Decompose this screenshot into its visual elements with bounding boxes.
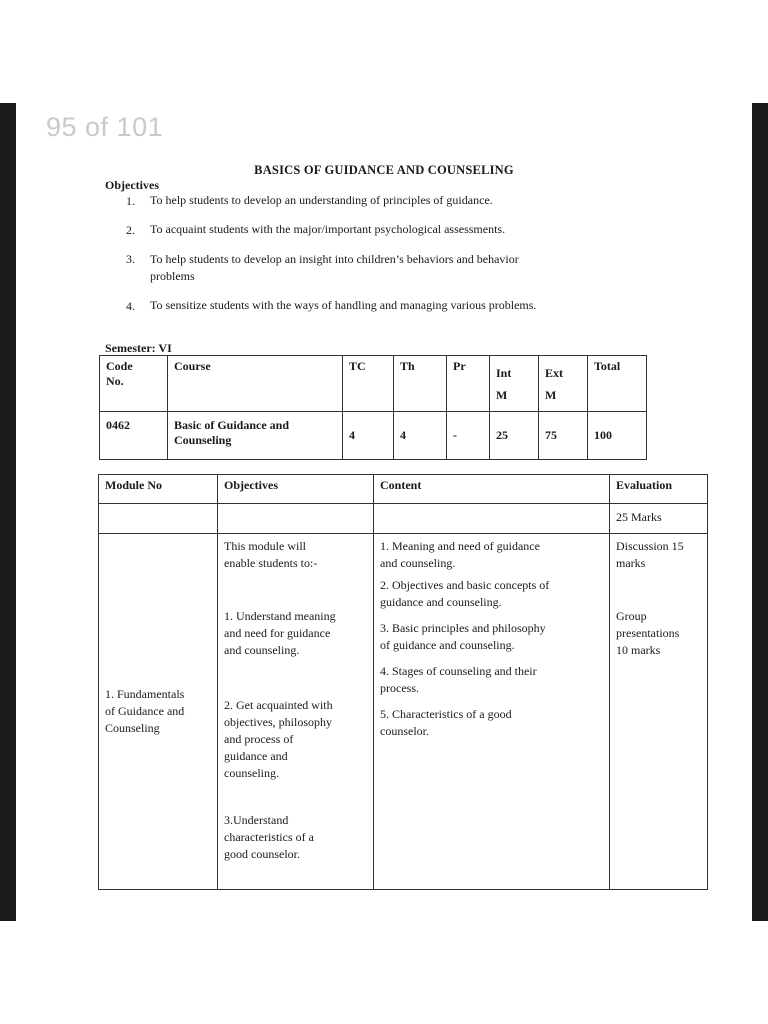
cell-ext: 75 [539,412,588,460]
cell-content [374,534,610,890]
evaluation-line: presentations [616,626,680,640]
objective-line: 1. Understand meaning [224,609,336,623]
objective-line: 2. Get acquainted with [224,698,333,712]
objective-line: 3.Understand [224,813,289,827]
viewer-right-edge [752,103,768,921]
list-item-line: problems [150,269,195,283]
cell-empty [99,504,218,534]
list-item-text [150,298,636,313]
header-th: Th [394,356,447,412]
objectives-intro-line: enable students to:- [224,556,318,570]
content-line: 1. Meaning and need of guidance [380,539,540,553]
content-line: 4. Stages of counseling and their [380,664,537,678]
content-line: and counseling. [380,556,456,570]
content-line: 3. Basic principles and philosophy [380,621,546,635]
module-table [98,474,708,890]
cell-th: 4 [394,412,447,460]
cell-code: 0462 [100,412,168,460]
cell-course-line: Basic of Guidance and [174,418,290,432]
viewer-left-edge [0,103,16,921]
course-table [99,355,647,460]
cell-evaluation [610,534,708,890]
evaluation-line: 10 marks [616,643,661,657]
header-module: Module No [99,475,218,504]
header-tc: TC [343,356,394,412]
list-item-text [150,251,636,285]
header-course: Course [168,356,343,412]
cell-empty [374,504,610,534]
header-total: Total [588,356,647,412]
list-item-number: 3. [126,252,135,266]
cell-module-line: of Guidance and [105,704,185,718]
list-item-number: 1. [126,194,135,208]
header-int-line: M [496,388,508,402]
objective-line: objectives, philosophy [224,715,332,729]
header-code-line: Code [106,359,133,373]
evaluation-line: Group [616,609,647,623]
cell-objectives [218,534,374,890]
header-code [100,356,168,412]
list-item-line: To help students to develop an understanding of principles of guidance. [150,193,493,207]
cell-total: 100 [588,412,647,460]
evaluation-line: marks [616,556,646,570]
objectives-heading: Objectives [105,178,159,192]
evaluation-line: Discussion 15 [616,539,684,553]
cell-pr: - [447,412,490,460]
content-line: 2. Objectives and basic concepts of [380,578,550,592]
table-header-row [100,356,647,412]
cell-module-line: 1. Fundamentals [105,687,185,701]
objective-line: guidance and [224,749,288,763]
header-int [490,356,539,412]
list-item-number: 4. [126,299,135,313]
cell-int: 25 [490,412,539,460]
header-pr: Pr [447,356,490,412]
page-counter: 95 of 101 [46,112,164,142]
cell-course [168,412,343,460]
table-header-row [99,475,708,504]
header-ext-line: M [545,388,557,402]
content-line: counselor. [380,724,429,738]
cell-evaluation-marks: 25 Marks [610,504,708,534]
semester-label: Semester: VI [105,341,172,355]
content-line: guidance and counseling. [380,595,502,609]
table-row [100,412,647,460]
list-item-line: To acquaint students with the major/important psychological assessments. [150,222,506,236]
cell-module [99,534,218,890]
cell-module-line: Counseling [105,721,160,735]
table-row [99,534,708,890]
header-objectives: Objectives [218,475,374,504]
header-int-line: Int [496,366,512,380]
header-content: Content [374,475,610,504]
cell-tc: 4 [343,412,394,460]
list-item-text [150,193,636,208]
content-line: of guidance and counseling. [380,638,515,652]
objective-line: and process of [224,732,294,746]
header-ext-line: Ext [545,366,563,380]
list-item-line: To sensitize students with the ways of handling and managing various problems. [150,298,537,312]
header-ext [539,356,588,412]
header-evaluation: Evaluation [610,475,708,504]
content-line: process. [380,681,419,695]
content-line: 5. Characteristics of a good [380,707,512,721]
table-row [99,504,708,534]
list-item-number: 2. [126,223,135,237]
cell-empty [218,504,374,534]
list-item-line: To help students to develop an insight into children’s behaviors and behavior [150,252,519,266]
objectives-intro-line: This module will [224,539,306,553]
objective-line: counseling. [224,766,279,780]
objective-line: characteristics of a [224,830,314,844]
header-code-line: No. [106,374,124,388]
document-title: BASICS OF GUIDANCE AND COUNSELING [254,163,514,177]
list-item-text [150,222,636,237]
objective-line: and need for guidance [224,626,331,640]
objective-line: and counseling. [224,643,300,657]
cell-course-line: Counseling [174,433,232,447]
objective-line: good counselor. [224,847,300,861]
